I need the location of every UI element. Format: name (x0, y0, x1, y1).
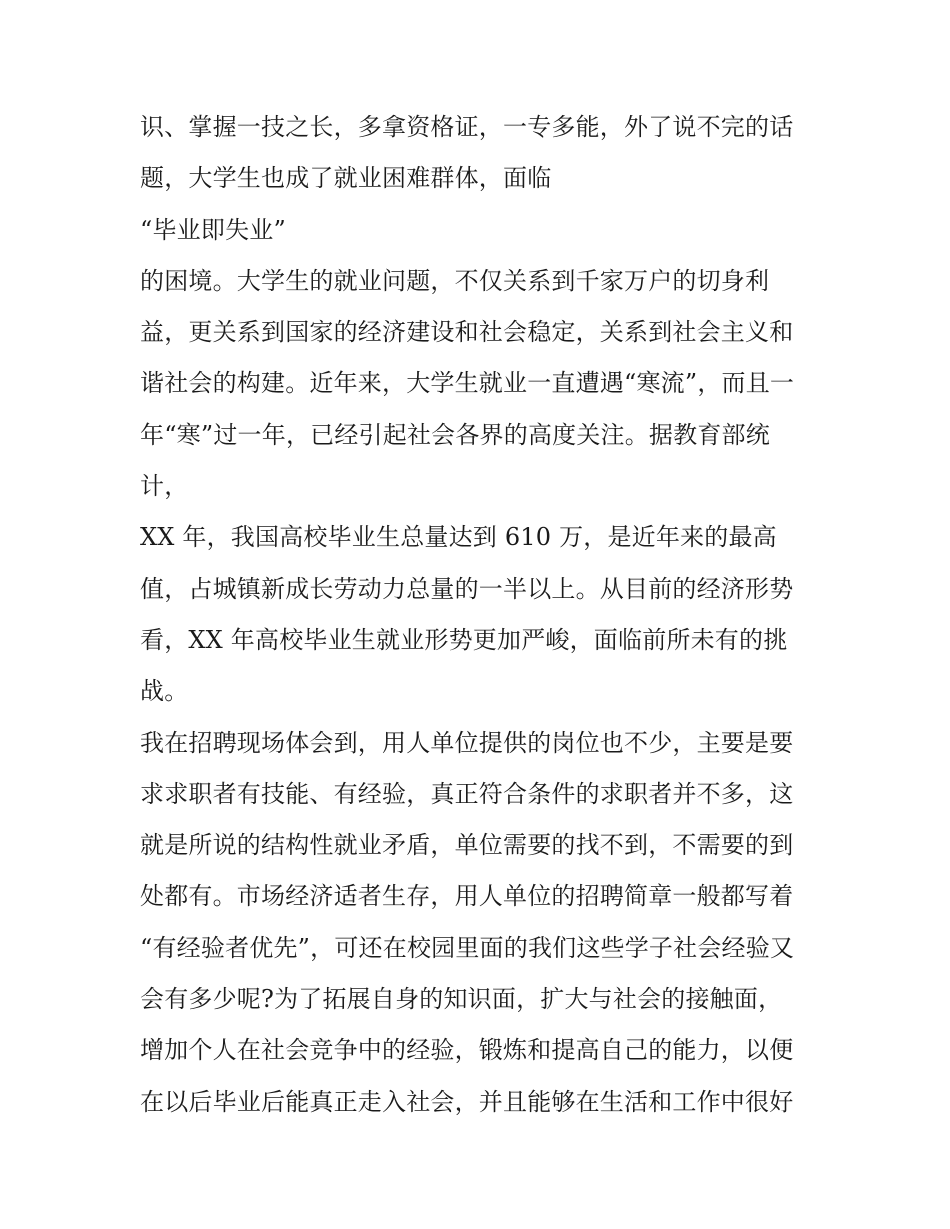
text-line: 我在招聘现场体会到，用人单位提供的岗位也不少，主要是要 (140, 728, 794, 757)
text-line: 会有多少呢?为了拓展自身的知识面，扩大与社会的接触面， (140, 985, 783, 1014)
text-line: 识、掌握一技之长，多拿资格证，一专多能，外了说不完的话 (140, 113, 794, 141)
text-line: 战。 (140, 677, 189, 706)
text-line: 益，更关系到国家的经济建设和社会稳定，关系到社会主义和 (140, 318, 794, 347)
text-line: 的困境。大学生的就业问题，不仅关系到千家万户的切身利 (140, 266, 770, 295)
text-line: 年“寒”过一年，已经引起社会各界的高度关注。据教育部统 (140, 420, 770, 449)
text-line: 处都有。市场经济适者生存，用人单位的招聘简章一般都写着 (140, 882, 794, 911)
text-line: 增加个人在社会竞争中的经验，锻炼和提高自己的能力，以便 (140, 1036, 794, 1065)
text-line: “毕业即失业” (140, 215, 286, 244)
text-line: 求求职者有技能、有经验，真正符合条件的求职者并不多，这 (140, 779, 794, 808)
text-line: 题，大学生也成了就业困难群体，面临 (140, 164, 552, 193)
text-line: 在以后毕业后能真正走入社会，并且能够在生活和工作中很好 (140, 1087, 794, 1116)
text-line: XX 年，我国高校毕业生总量达到 610 万，是近年来的最高 (140, 523, 777, 552)
text-line: 就是所说的结构性就业矛盾，单位需要的找不到，不需要的到 (140, 831, 794, 860)
text-line: 谐社会的构建。近年来，大学生就业一直遭遇“寒流”，而且一 (140, 369, 795, 398)
text-line: “有经验者优先”，可还在校园里面的我们这些学子社会经验又 (140, 933, 795, 962)
text-line: 计， (140, 472, 189, 501)
text-line: 看，XX 年高校毕业生就业形势更加严峻，面临前所未有的挑 (140, 625, 788, 654)
body-text (140, 102, 830, 1128)
text-line: 值，占城镇新成长劳动力总量的一半以上。从目前的经济形势 (140, 574, 794, 603)
